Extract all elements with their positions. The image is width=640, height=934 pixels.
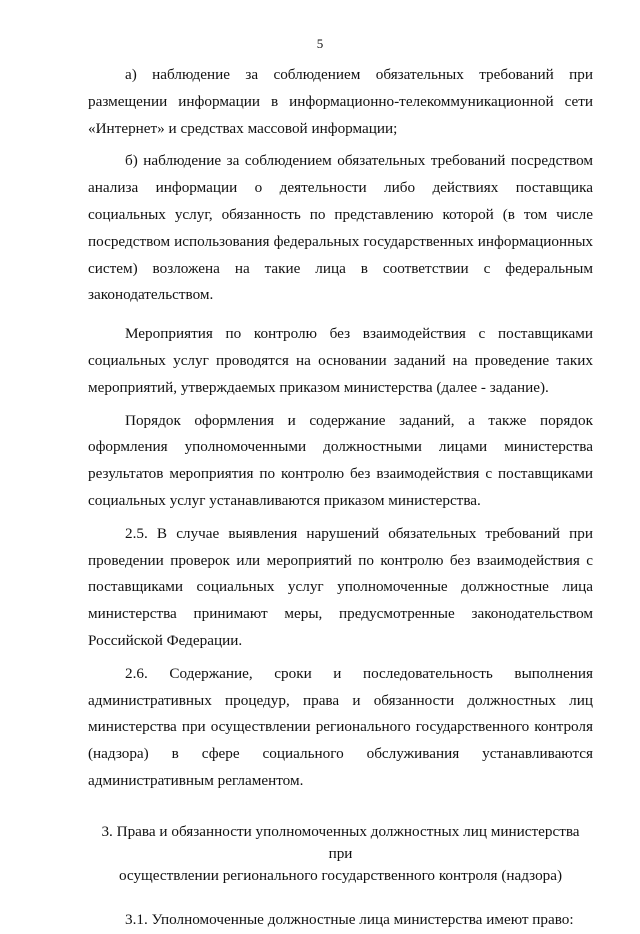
paragraph-2-6: 2.6. Содержание, сроки и последовательность выполнения административных процедур, права и обязанности должностных лиц министерства при осуществлении регионального государственного контроля (надзора) в сфере социального обслуживания устанавливаются административным регламентом.	[88, 664, 593, 789]
section-3-heading	[88, 821, 593, 887]
document-body	[88, 62, 593, 934]
paragraph-2-5: 2.5. В случае выявления нарушений обязательных требований при проведении проверок или мероприятий по контролю без взаимодействия с поставщиками социальных услуг уполномоченные должностные лица министерства принимают меры, предусмотренные законодательством Российской Федерации.	[88, 524, 593, 649]
page-number: 5	[316, 36, 324, 51]
paragraph-measures: Мероприятия по контролю без взаимодействия с поставщиками социальных услуг проводятся на основании заданий на проведение таких мероприятий, утверждаемых приказом министерства (далее - задание).	[88, 325, 593, 396]
section-3-heading-line2: осуществлении регионального государственного контроля (надзора)	[118, 866, 563, 884]
paragraph-b: б) наблюдение за соблюдением обязательных требований посредством анализа информации о деятельности либо действиях поставщика социальных услуг, обязанность по представлению которой (в том числе посредством использования федеральных государственных информационных систем) возложена на такие лица в соответствии с федеральным законодательством.	[88, 152, 593, 304]
paragraph-a: а) наблюдение за соблюдением обязательных требований при размещении информации в информационно-телекоммуникационной сети «Интернет» и средствах массовой информации;	[88, 66, 593, 137]
paragraph-3-1: 3.1. Уполномоченные должностные лица министерства имеют право:	[125, 910, 574, 928]
paragraph-procedure: Порядок оформления и содержание заданий, а также порядок оформления уполномоченными должностными лицами министерства результатов мероприятия по контролю без взаимодействия с поставщиками социальных услуг устанавливаются приказом министерства.	[88, 411, 593, 509]
section-3-heading-line1: 3. Права и обязанности уполномоченных должностных лиц министерства при	[101, 822, 580, 862]
